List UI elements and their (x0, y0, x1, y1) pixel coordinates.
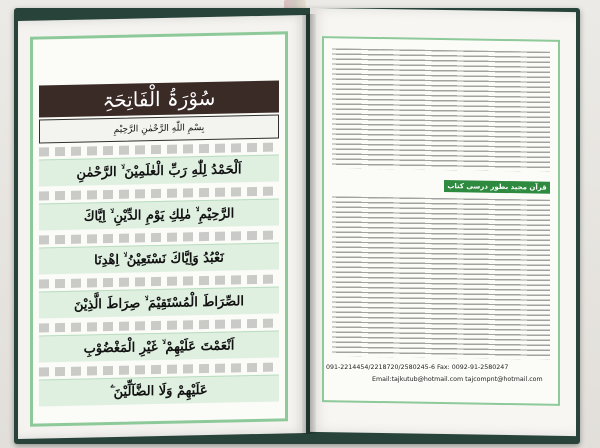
verse-line: الصِّرَاطَ الْمُسْتَقِيْمَ ۙ صِرَاطَ الَّذِيْنَ (39, 286, 279, 318)
section-heading: قرآن مجید بطور درسی کتاب (447, 182, 547, 192)
surah-title: سُوْرَۃُ الْفَاتِحَۃِ (102, 85, 216, 113)
book-spine (302, 14, 316, 434)
publisher-email: Email:tajkutub@hotmail.com tajcompnt@hotmail.com (372, 376, 543, 383)
verse-line: اَلْحَمْدُ لِلّٰهِ رَبِّ الْعٰلَمِيْنَ ۙ الرَّحْمٰنِ (39, 154, 279, 186)
bismillah-text: بِسْمِ اللّٰهِ الرَّحْمٰنِ الرَّحِيْمِ (113, 123, 205, 135)
left-page-frame (30, 31, 288, 426)
right-page-frame (322, 36, 560, 406)
verse-line: اَنْعَمْتَ عَلَيْهِمْ ۙ غَيْرِ الْمَغْضُوْبِ (39, 330, 279, 362)
verse-line: نَعْبُدُ وَاِيَّاكَ نَسْتَعِيْنُ ۙ اِهْدِنَا (39, 242, 279, 274)
surah-title-banner (39, 80, 279, 117)
verse-line: عَلَيْهِمْ وَلَا الضَّآلِّيْنَ ۧ (39, 374, 279, 406)
urdu-text-block (332, 48, 550, 171)
bismillah-bar (39, 114, 279, 143)
publisher-phone: 091-2214454/2218720/2580245-6 Fax: 0092-91-2580247 (326, 364, 509, 371)
section-heading-bar (444, 180, 550, 194)
urdu-text-block (332, 196, 550, 359)
verse-line: الرَّحِيْمِ ۙ مٰلِكِ يَوْمِ الدِّيْنِ ۙ اِيَّاكَ (39, 198, 279, 230)
